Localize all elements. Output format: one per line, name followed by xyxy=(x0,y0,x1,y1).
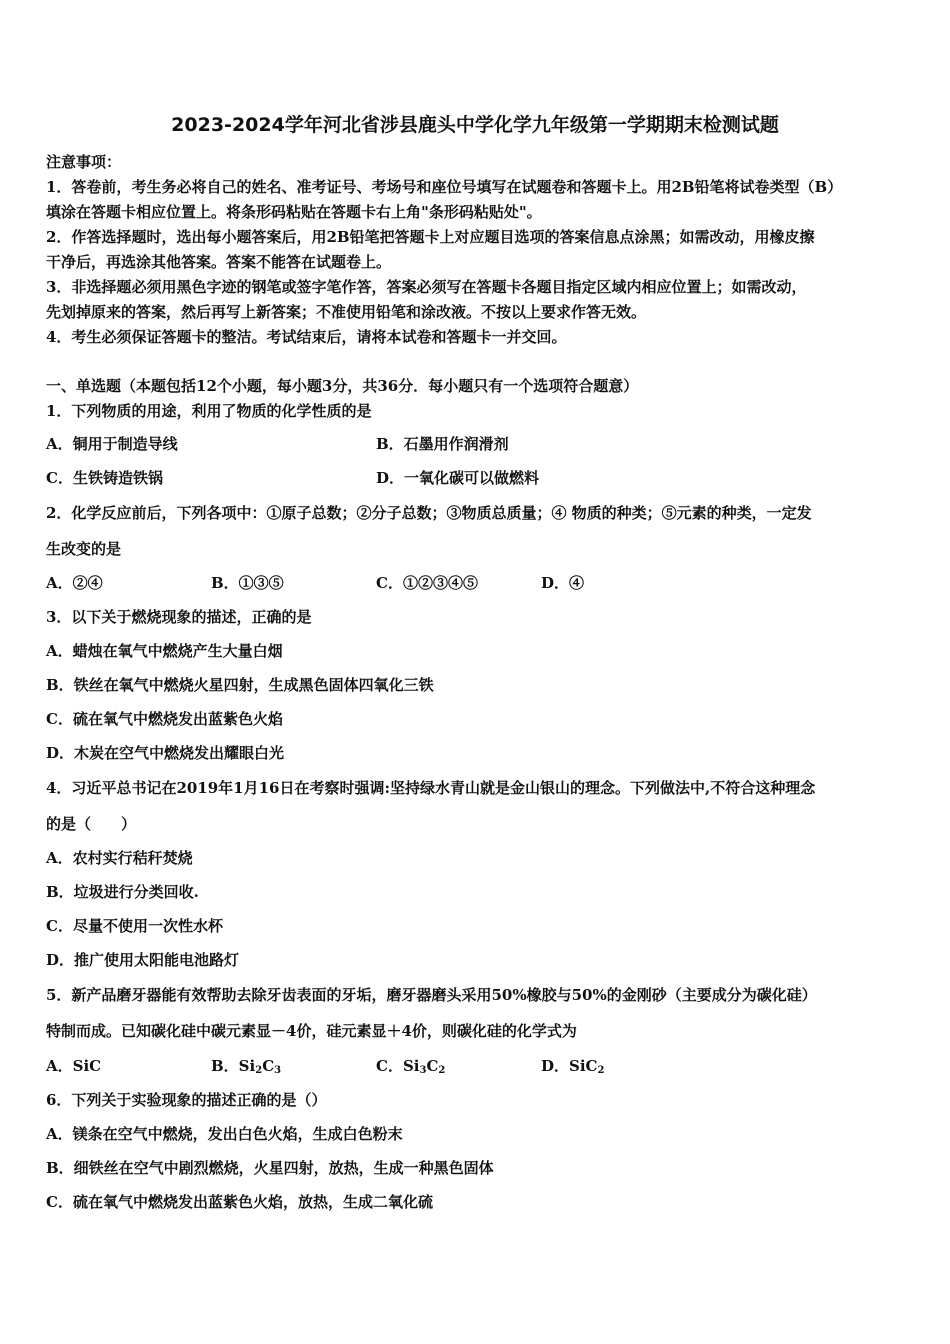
q2-option-c: C．①②③④⑤ xyxy=(376,574,478,592)
notice-item-2b: 干净后，再选涂其他答案。答案不能答在试题卷上。 xyxy=(46,253,392,271)
notice-item-3a: 3．非选择题必须用黑色字迹的钢笔或签字笔作答，答案必须写在答题卡各题目指定区域内相应位置上；如需改动， xyxy=(46,278,807,296)
question-2-stem-1: 2．化学反应前后，下列各项中：①原子总数；②分子总数；③物质总质量；④ 物质的种类；⑤元素的种类，一定发 xyxy=(46,504,812,522)
q3-option-b: B．铁丝在氧气中燃烧火星四射，生成黑色固体四氧化三铁 xyxy=(46,676,434,694)
q5-option-a: A．SiC xyxy=(46,1057,102,1075)
question-1-stem: 1．下列物质的用途，利用了物质的化学性质的是 xyxy=(46,402,372,420)
q5-option-d: D．SiC$_2$ xyxy=(541,1057,605,1076)
notice-item-3b: 先划掉原来的答案，然后再写上新答案；不准使用铅笔和涂改液。不按以上要求作答无效。 xyxy=(46,303,647,321)
q4-option-c: C．尽量不使用一次性水杯 xyxy=(46,917,223,935)
q2-option-d: D．④ xyxy=(541,574,585,592)
question-3-stem: 3．以下关于燃烧现象的描述，正确的是 xyxy=(46,608,312,626)
q6-option-a: A．镁条在空气中燃烧，发出白色火焰，生成白色粉末 xyxy=(46,1125,403,1143)
q4-option-d: D．推广使用太阳能电池路灯 xyxy=(46,951,240,969)
question-4-stem-1: 4．习近平总书记在2019年1月16日在考察时强调:坚持绿水青山就是金山银山的理念。下列做法中,不符合这种理念 xyxy=(46,779,816,797)
q3-option-d: D．木炭在空气中燃烧发出耀眼白光 xyxy=(46,744,285,762)
q5-option-b: B．$Si_2C_3$ xyxy=(211,1057,282,1076)
q2-option-a: A．②④ xyxy=(46,574,103,592)
q1-option-c: C．生铁铸造铁锅 xyxy=(46,469,163,487)
q1-option-d: D．一氧化碳可以做燃料 xyxy=(376,469,540,487)
q2-option-b: B．①③⑤ xyxy=(211,574,284,592)
question-6-stem: 6．下列关于实验现象的描述正确的是（） xyxy=(46,1091,327,1109)
notice-heading: 注意事项： xyxy=(46,153,122,171)
q6-option-c: C．硫在氧气中燃烧发出蓝紫色火焰，放热，生成二氧化硫 xyxy=(46,1193,433,1211)
page-title: 2023-2024学年河北省涉县鹿头中学化学九年级第一学期期末检测试题 xyxy=(171,114,779,136)
q1-option-b: B．石墨用作润滑剂 xyxy=(376,435,509,453)
q6-option-b: B．细铁丝在空气中剧烈燃烧，火星四射，放热，生成一种黑色固体 xyxy=(46,1159,494,1177)
notice-item-1b: 填涂在答题卡相应位置上。将条形码粘贴在答题卡右上角"条形码粘贴处"。 xyxy=(46,203,542,221)
notice-item-2a: 2．作答选择题时，选出每小题答案后，用2B铅笔把答题卡上对应题目选项的答案信息点涂黑；如需改动，用橡皮擦 xyxy=(46,228,815,246)
question-4-stem-2: 的是（ ） xyxy=(46,815,137,833)
section-heading: 一、单选题（本题包括12个小题，每小题3分，共36分．每小题只有一个选项符合题意） xyxy=(46,377,639,395)
notice-item-4: 4．考生必须保证答题卡的整洁。考试结束后，请将本试卷和答题卡一并交回。 xyxy=(46,328,567,346)
notice-item-1a: 1．答卷前，考生务必将自己的姓名、准考证号、考场号和座位号填写在试题卷和答题卡上。用2B铅笔将试卷类型（B） xyxy=(46,178,843,196)
question-5-stem-1: 5．新产品磨牙器能有效帮助去除牙齿表面的牙垢，磨牙器磨头采用50%橡胶与50%的金刚砂（主要成分为碳化硅） xyxy=(46,986,817,1004)
q1-option-a: A．铜用于制造导线 xyxy=(46,435,178,453)
question-2-stem-2: 生改变的是 xyxy=(46,540,122,558)
q4-option-a: A．农村实行秸秆焚烧 xyxy=(46,849,193,867)
q3-option-a: A．蜡烛在氧气中燃烧产生大量白烟 xyxy=(46,642,283,660)
q5-option-c: C．$Si_3C_2$ xyxy=(376,1057,446,1076)
q4-option-b: B．垃圾进行分类回收. xyxy=(46,883,199,901)
question-5-stem-2: 特制而成。已知碳化硅中碳元素显－4价，硅元素显＋4价，则碳化硅的化学式为 xyxy=(46,1022,577,1040)
q3-option-c: C．硫在氧气中燃烧发出蓝紫色火焰 xyxy=(46,710,283,728)
